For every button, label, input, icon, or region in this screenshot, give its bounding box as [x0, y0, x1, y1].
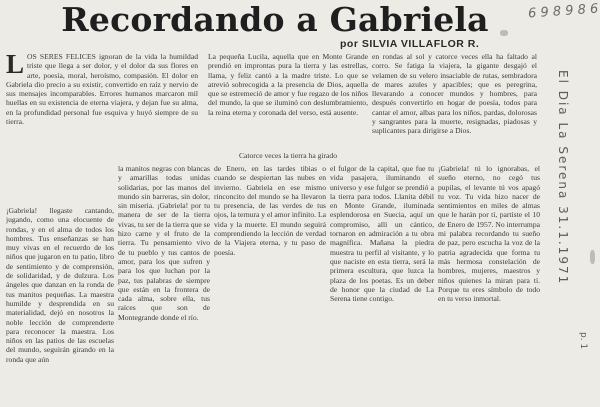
- column-7-text: el fulgor de la capital, que fue tu vida pasajera, iluminando el universo y ese fulgor se prendió a la tierra para todos. Llanita débil en Monte Grande, iluminada esplendorosa en Suecia, aquí un compromiso, allí un cántico, tornaron en admiración a tu obra magnífica. Mañana la piedra muestra tu perfil al visitante, y lo que naciste en esta tierra, será la primera escultura, que luzca la plaza de los poetas. Es un deber de honor que la ciudad de La Serena tiene contigo.: [330, 164, 434, 304]
- column-2-text: La pequeña Lucila, aquella que en Monte Grande prendió en improntas pura la tierra y las estrellas, llama, y feliz cantó a la madre triste. Lo que se atrevió sobrecogida a la presencia de Dios, aquella que se estremeció de amor y fue regazo de los niños del mundo, la que se iluminó con deslumbramiento, la reina eterna y coronada del verso, está ausente.: [208, 52, 368, 117]
- column-4: [6, 206, 114, 404]
- column-4-text: ¡Gabriela! llegaste cantando, jugando, como una elocuente de rondas, y en el alma de todos los hombres. Tus enseñanzas se han muy vivas en el recuerdo de los niños que jugaron en tu patio, libro de sentimiento y de comprensión, de solidaridad, y de dulzura. Los ángeles que danzan en la ronda de tus manitos pequeñas. La maestra humilde y desprendida en su materialidad, dejó en nosotros la noble lección de comprenderte para reconocer la maestra. Los niños en las patios de las escuelas del mundo, seguirán girando en la ronda que aún: [6, 206, 114, 364]
- column-6: [214, 164, 326, 404]
- column-8-text: ¡Gabriela! tú lo ignorabas, el sueño eterno, no cegó tus pupilas, el levante tú vos apagó tu voz. Tu vida hizo nacer de sentimientos en miles de almas que le harán por tí, partiste el 10 de Enero de 1957. No interrumpa mi palabra recordando tu sueño de paz, pero escucha la voz de la patria agradecida que forma tu más hermosa constelación de hombres, mujeres, maestros y niños quienes la miran para tí. Porque tu eres símbolo de todo en tu verso inmortal.: [438, 164, 540, 304]
- column-8: [438, 164, 540, 404]
- article-byline: por SILVIA VILLAFLOR R.: [340, 38, 480, 50]
- column-5: [118, 164, 210, 404]
- column-3: [372, 52, 537, 172]
- page-mark: p. 1: [578, 332, 588, 350]
- column-5-text: la manitos negras con blancas y amarillas todas unidas solidarias, por las manos del mundo sin barreras, sin dolor, sin miseria. ¡Gabriela! por tu manera de ser de la tierra vivas, tu ser de la tierra que se hizo carne y el fruto de la tierra. Tu pensamiento vivo de tu pueblo y tus cantos de amor, para los que sufren y para los que luchan por la paz, tus palabras de siempre que están en la frontera de cada alma, sobre ella, tus raíces que son de Montegrande donde el río.: [118, 164, 210, 322]
- column-2: [208, 52, 368, 150]
- column-6-text: de Enero, en las tardes tibias o cuando se despiertan las nubes en invierno. Gabriela en ese mismo rinconcito del mundo se ha llevaron tu presencia, de las verdes de tus ojos, la ternura y el amor infinito. La vida y la muerte. El mundo seguirá comprendiendo la lección de verdad de la Viajera eterna, y tu paso de poesía.: [214, 164, 326, 257]
- article-subhead: Catorce veces la tierra ha girado: [238, 151, 338, 160]
- drop-cap: L: [6, 52, 25, 79]
- archive-number: 6 9 8 9 8 6: [527, 1, 599, 22]
- column-3-text: en rondas al sol y catorce veces ella ha faltado al corro. Se fatiga la viajera, la gigante desgajó el velamen de su velero insaciable de rutas, sembradora de mares azules y apacibles; que es peregrina, llevarando a conocer mundos y hombres, para después convertirlo en hogar de poesía, todos para cantar el amor, albas para los niños, pardas, dolorosas y sangrantes para la muerte, resignadas, piadosas y suplicantes para dirigirse a Dios.: [372, 52, 537, 136]
- column-1-text: OS SERES FELICES ignoran de la vida la humildad triste que llega a ser dolor, y el dolor da sus flores en arte, poesía, moral, heroísmo, compasión. El dolor en Gabriela dio precio a su existir, convertido en raíz y nervio de sus mensajes incomparables. Errores humanos marcaron mil huellas en su existencia de eterna viajera, y dejan fue su alma, en la profundidad personal fue esquiva y huyó siempre de su tierra.: [6, 52, 198, 127]
- scan-smudge: [590, 250, 595, 264]
- source-date-note: El Dia La Serena 31.1.1971: [556, 70, 570, 286]
- column-7: [330, 164, 434, 404]
- article-title: Recordando a Gabriela: [61, 0, 489, 39]
- scan-smudge: [500, 30, 508, 36]
